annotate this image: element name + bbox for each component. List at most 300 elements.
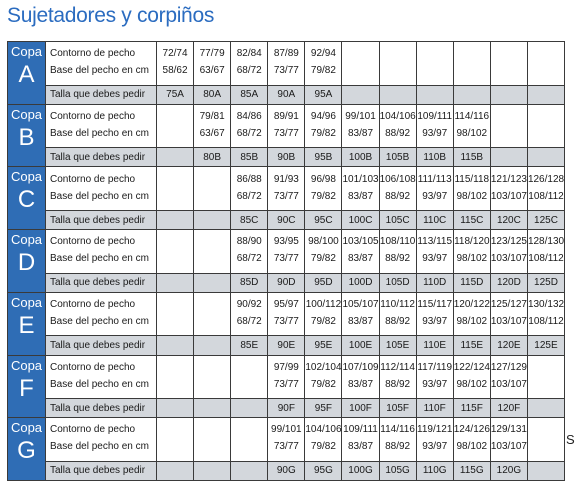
base-value: 108/112 [528,316,564,328]
contorno-value: 95/97 [273,299,299,311]
talla-row [8,399,565,418]
base-value: 88/92 [385,190,411,202]
measure-cell [231,418,268,462]
contorno-value: 89/91 [273,110,299,122]
base-value: 88/92 [385,378,411,390]
measure-cell [490,42,527,86]
talla-label: Talla que debes pedir [46,461,157,480]
cup-label-cell [8,104,46,167]
talla-value: 95D [305,273,342,292]
measure-cell [379,418,416,462]
base-value: 68/72 [236,127,262,139]
measure-cell [490,230,527,274]
contorno-value: 121/123 [490,173,527,185]
base-label: Base del pecho en cm [50,65,149,77]
base-value: 103/107 [490,190,527,202]
cup-word: Copa [10,106,43,122]
talla-row [8,461,565,480]
talla-value: 85D [231,273,268,292]
talla-value: 100B [342,148,379,167]
talla-value: 115F [453,399,490,418]
base-value: 73/77 [273,253,299,265]
talla-value: 110D [416,273,453,292]
measure-cell [268,42,305,86]
measure-cell [490,418,527,462]
cup-label-cell [8,167,46,230]
cup-letter: G [17,437,36,465]
cup-word: Copa [10,44,43,59]
measure-cell [453,418,490,462]
contorno-value: 93/95 [273,236,299,248]
contorno-value: 94/96 [310,110,336,122]
base-value: 83/87 [348,253,374,265]
measure-cell [342,42,379,86]
talla-value [157,336,194,355]
contorno-value: 114/116 [380,424,415,436]
base-value: 68/72 [236,253,262,265]
base-value: 68/72 [236,190,262,202]
cup-label-cell [8,230,46,293]
measure-cell [342,230,379,274]
talla-value: 110C [416,210,453,229]
contorno-value: 92/94 [310,48,336,60]
contorno-value: 103/105 [342,236,379,248]
contorno-value: 100/112 [305,299,342,311]
base-value: 73/77 [273,190,299,202]
contorno-value: 108/110 [379,236,416,248]
base-value: 93/97 [422,190,448,202]
talla-value: 105B [379,148,416,167]
cup-label-cell [8,42,46,105]
base-value: 83/87 [348,316,374,328]
measure-cell [490,292,527,336]
talla-value: 125D [527,273,564,292]
measure-cell [342,104,379,148]
contorno-value: 127/129 [490,361,527,373]
talla-label: Talla que debes pedir [46,399,157,418]
talla-row [8,85,565,104]
contorno-value: 90/92 [236,299,262,311]
talla-value [527,148,564,167]
base-value: 93/97 [422,378,448,390]
base-value: 83/87 [348,127,374,139]
row-description [46,167,157,211]
base-value: 83/87 [348,190,374,202]
talla-value [157,148,194,167]
talla-value [194,210,231,229]
contorno-value: 104/106 [305,424,342,436]
contorno-value: 123/125 [490,236,527,248]
base-value: 108/112 [528,190,564,202]
talla-value: 90B [268,148,305,167]
base-value: 63/67 [199,127,225,139]
talla-value: 115C [453,210,490,229]
measure-cell [416,167,453,211]
talla-value [527,85,564,104]
row-description [46,292,157,336]
measure-cell [268,418,305,462]
contorno-value: 101/103 [342,173,379,185]
measure-cell [194,104,231,148]
talla-value: 85B [231,148,268,167]
talla-value: 110F [416,399,453,418]
cup-label-cell [8,418,46,481]
measure-cell [231,167,268,211]
measure-cell [342,418,379,462]
base-value: 93/97 [422,441,448,453]
measure-cell [527,104,564,148]
base-value: 63/67 [199,65,225,77]
cup-label-cell [8,355,46,418]
contorno-value: 124/126 [453,424,490,436]
contorno-label: Contorno de pecho [50,173,136,185]
contorno-value: 109/111 [417,110,453,122]
base-value: 103/107 [490,378,527,390]
base-value: 73/77 [273,441,299,453]
measure-cell [453,355,490,399]
base-value: 98/102 [456,316,488,328]
contorno-value: 126/128 [527,173,565,185]
talla-value: 90A [268,85,305,104]
contorno-value: 122/124 [453,361,490,373]
base-value: 93/97 [422,253,448,265]
base-value: 103/107 [490,441,527,453]
talla-value: 75A [157,85,194,104]
contorno-value: 115/118 [454,173,490,185]
talla-value: 110E [416,336,453,355]
talla-value: 120D [490,273,527,292]
row-description [46,230,157,274]
measure-cell [268,104,305,148]
measure-cell [157,167,194,211]
cup-measure-row [8,42,565,86]
measure-cell [527,292,564,336]
base-value: 88/92 [385,253,411,265]
measure-cell [527,418,564,462]
contorno-value: 128/130 [527,236,565,248]
talla-label: Talla que debes pedir [46,85,157,104]
contorno-value: 84/86 [236,110,262,122]
contorno-value: 91/93 [273,173,299,185]
measure-cell [416,418,453,462]
cup-measure-row [8,104,565,148]
contorno-value: 118/120 [454,236,490,248]
measure-cell [490,167,527,211]
measure-cell [527,355,564,399]
measure-cell [194,292,231,336]
contorno-value: 105/107 [342,299,379,311]
talla-value: 95F [305,399,342,418]
base-label: Base del pecho en cm [50,378,149,390]
contorno-value: 111/113 [417,173,452,185]
measure-cell [268,292,305,336]
base-value: 79/82 [310,253,336,265]
base-value: 103/107 [490,316,527,328]
talla-value: 95E [305,336,342,355]
base-value: 98/102 [456,190,488,202]
measure-cell [379,355,416,399]
base-value: 73/77 [273,316,299,328]
talla-value [194,461,231,480]
base-value: 83/87 [348,441,374,453]
talla-value [490,85,527,104]
cup-word: Copa [10,357,43,373]
measure-cell [379,292,416,336]
talla-value [416,85,453,104]
talla-value: 125E [527,336,564,355]
base-value: 73/77 [273,65,299,77]
measure-cell [416,42,453,86]
talla-value [490,148,527,167]
measure-cell [231,230,268,274]
talla-value: 90G [268,461,305,480]
measure-cell [416,104,453,148]
base-label: Base del pecho en cm [50,316,149,328]
cup-letter: E [18,311,35,339]
talla-value [157,461,194,480]
measure-cell [305,292,342,336]
base-value: 79/82 [310,127,336,139]
talla-value: 105D [379,273,416,292]
base-value: 93/97 [422,127,448,139]
measure-cell [157,355,194,399]
measure-cell [194,355,231,399]
base-value: 73/77 [273,378,299,390]
measure-cell [379,104,416,148]
talla-label: Talla que debes pedir [46,273,157,292]
talla-value: 105C [379,210,416,229]
cup-word: Copa [10,169,43,185]
measure-cell [453,167,490,211]
measure-cell [268,230,305,274]
cup-measure-row [8,230,565,274]
talla-value: 100E [342,336,379,355]
cup-word: Copa [10,294,43,310]
talla-value: 120F [490,399,527,418]
measure-cell [305,42,342,86]
base-value: 98/102 [456,378,488,390]
talla-value: 95A [305,85,342,104]
measure-cell [268,167,305,211]
base-value: 88/92 [385,316,411,328]
talla-value: 105G [379,461,416,480]
measure-cell [157,42,194,86]
cup-measure-row [8,418,565,462]
talla-label: Talla que debes pedir [46,210,157,229]
cup-measure-row [8,167,565,211]
measure-cell [305,230,342,274]
talla-row [8,148,565,167]
base-value: 73/77 [273,127,299,139]
talla-value [194,273,231,292]
contorno-value: 115/117 [417,299,453,311]
contorno-value: 113/115 [417,236,453,248]
measure-cell [342,355,379,399]
talla-value [194,399,231,418]
talla-value [527,461,564,480]
base-value: 98/102 [456,253,488,265]
measure-cell [527,42,564,86]
contorno-value: 119/121 [417,424,453,436]
measure-cell [453,42,490,86]
contorno-value: 117/119 [417,361,453,373]
contorno-label: Contorno de pecho [50,299,136,311]
contorno-value: 110/112 [380,299,415,311]
contorno-value: 98/100 [308,236,339,248]
contorno-label: Contorno de pecho [50,48,136,60]
contorno-value: 130/132 [527,299,565,311]
measure-cell [157,418,194,462]
measure-cell [453,230,490,274]
cup-letter: C [17,186,36,214]
talla-value: 115E [453,336,490,355]
cup-measure-row [8,292,565,336]
talla-row [8,336,565,355]
talla-value: 115D [453,273,490,292]
measure-cell [231,42,268,86]
size-chart-table [7,41,565,481]
measure-cell [305,104,342,148]
talla-value: 85A [231,85,268,104]
row-description [46,42,157,86]
talla-value [231,461,268,480]
base-label: Base del pecho en cm [50,441,149,453]
talla-value: 90F [268,399,305,418]
talla-value: 105E [379,336,416,355]
measure-cell [268,355,305,399]
talla-value [157,210,194,229]
page-title: Sujetadores y corpiños [7,4,215,27]
measure-cell [157,292,194,336]
cup-letter: D [17,249,36,277]
base-value: 103/107 [490,253,527,265]
base-value: 68/72 [236,316,262,328]
contorno-value: 114/116 [454,110,490,122]
contorno-value: 102/104 [305,361,342,373]
talla-value [231,399,268,418]
talla-value: 90D [268,273,305,292]
base-value: 108/112 [528,253,564,265]
base-value: 79/82 [310,441,336,453]
contorno-value: 104/106 [379,110,416,122]
talla-value: 125C [527,210,564,229]
contorno-value: 129/131 [490,424,527,436]
measure-cell [379,42,416,86]
talla-value: 90E [268,336,305,355]
contorno-value: 96/98 [310,173,336,185]
measure-cell [379,167,416,211]
contorno-value: 88/90 [236,236,262,248]
measure-cell [194,42,231,86]
contorno-value: 99/101 [345,110,376,122]
talla-value: 120C [490,210,527,229]
talla-value: 95C [305,210,342,229]
measure-cell [527,167,564,211]
talla-value [527,399,564,418]
contorno-value: 97/99 [273,361,299,373]
talla-value: 85C [231,210,268,229]
measure-cell [194,167,231,211]
base-value: 79/82 [310,316,336,328]
measure-cell [490,355,527,399]
measure-cell [194,418,231,462]
measure-cell [416,292,453,336]
row-description [46,418,157,462]
contorno-value: 77/79 [199,48,225,60]
cropped-edge-glyph: S [566,432,575,447]
talla-row [8,210,565,229]
base-value: 58/62 [162,65,188,77]
cup-word: Copa [10,232,43,248]
talla-label: Talla que debes pedir [46,148,157,167]
talla-label: Talla que debes pedir [46,336,157,355]
contorno-value: 112/114 [380,361,415,373]
talla-value: 85E [231,336,268,355]
base-value: 98/102 [456,441,488,453]
base-value: 79/82 [310,65,336,77]
measure-cell [305,167,342,211]
measure-cell [342,167,379,211]
talla-value [157,399,194,418]
talla-value: 95G [305,461,342,480]
talla-value: 115B [453,148,490,167]
measure-cell [305,355,342,399]
base-label: Base del pecho en cm [50,127,149,139]
cup-measure-row [8,355,565,399]
talla-value: 120E [490,336,527,355]
measure-cell [527,230,564,274]
measure-cell [231,104,268,148]
base-label: Base del pecho en cm [50,190,149,202]
row-description [46,104,157,148]
base-value: 93/97 [422,316,448,328]
contorno-value: 79/81 [199,110,225,122]
contorno-label: Contorno de pecho [50,424,136,436]
talla-value [342,85,379,104]
measure-cell [453,104,490,148]
talla-value: 110G [416,461,453,480]
talla-value [379,85,416,104]
cup-letter: B [18,123,35,151]
talla-value: 100C [342,210,379,229]
talla-row [8,273,565,292]
talla-value: 80B [194,148,231,167]
base-value: 88/92 [385,441,411,453]
contorno-value: 87/89 [273,48,299,60]
cup-label-cell [8,292,46,355]
measure-cell [490,104,527,148]
base-label: Base del pecho en cm [50,253,149,265]
contorno-value: 72/74 [162,48,188,60]
measure-cell [416,355,453,399]
contorno-value: 109/111 [343,424,378,436]
talla-value [194,336,231,355]
contorno-value: 120/122 [453,299,490,311]
talla-value: 100F [342,399,379,418]
measure-cell [157,104,194,148]
measure-cell [416,230,453,274]
talla-value: 120G [490,461,527,480]
contorno-label: Contorno de pecho [50,110,136,122]
measure-cell [194,230,231,274]
contorno-value: 99/101 [271,424,302,436]
contorno-value: 125/127 [490,299,527,311]
talla-value: 110B [416,148,453,167]
measure-cell [453,292,490,336]
contorno-value: 86/88 [236,173,262,185]
base-value: 68/72 [236,65,262,77]
base-value: 83/87 [348,378,374,390]
